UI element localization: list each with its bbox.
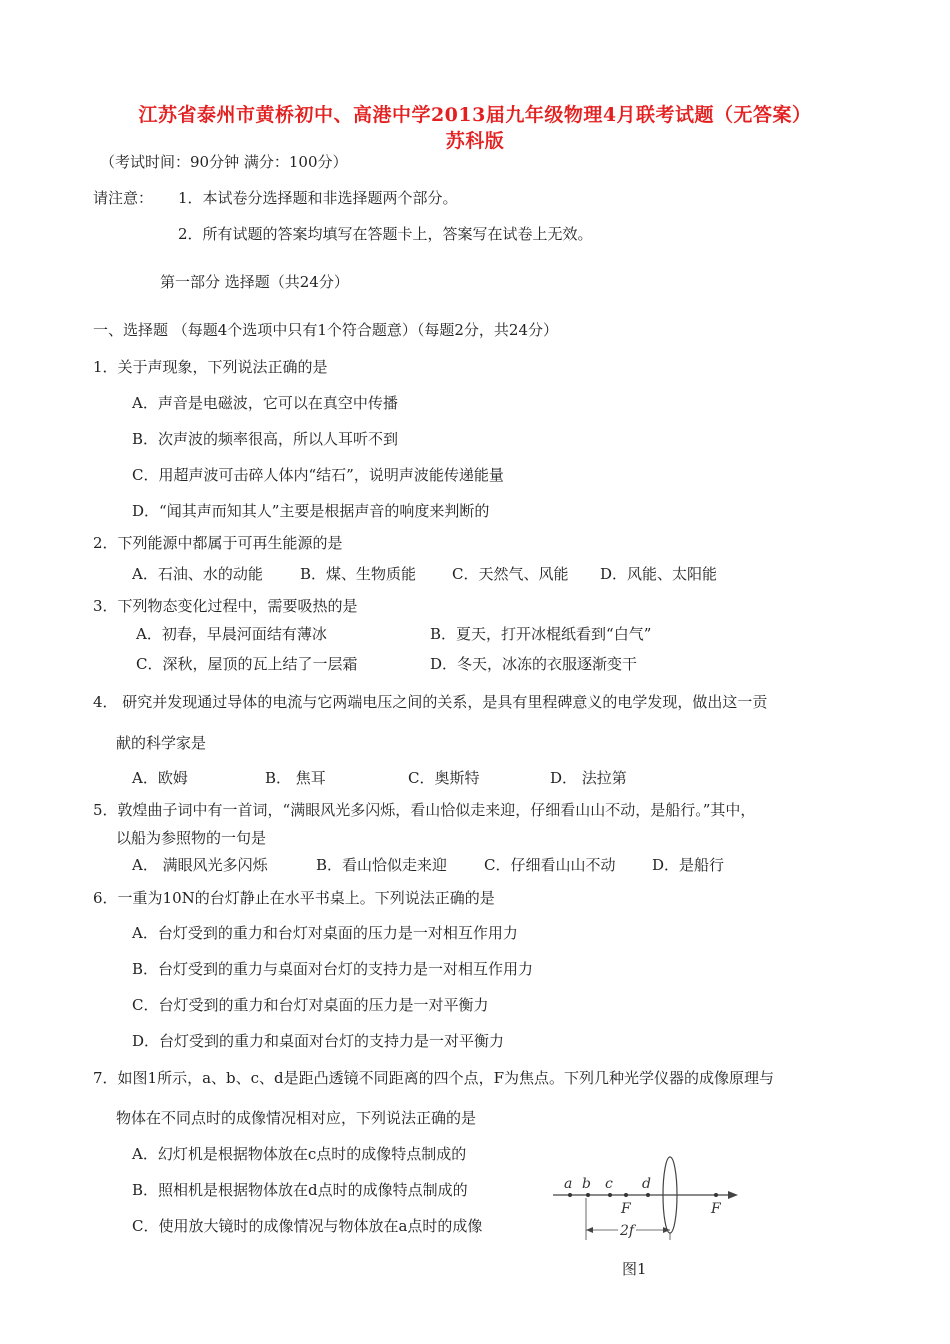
notice-item-2: 2．所有试题的答案均填写在答题卡上，答案写在试卷上无效。 bbox=[178, 225, 593, 243]
label-a: a bbox=[564, 1176, 573, 1192]
question-4-option-c: C．奥斯特 bbox=[408, 769, 480, 787]
label-c: c bbox=[605, 1176, 613, 1192]
label-b: b bbox=[582, 1176, 591, 1192]
dim-arrow-left-icon bbox=[586, 1227, 593, 1233]
question-4-stem: 4． 研究并发现通过导体的电流与它两端电压之间的关系，是具有里程碑意义的电学发现，做出这一贡 bbox=[93, 693, 768, 711]
question-5-option-a: A． 满眼风光多闪烁 bbox=[132, 856, 268, 874]
question-3-option-a: A．初春，早晨河面结有薄冰 bbox=[136, 625, 327, 643]
question-2-option-d: D．风能、太阳能 bbox=[600, 565, 718, 583]
part-title: 第一部分 选择题（共24分） bbox=[160, 273, 349, 291]
question-4-option-d: D． 法拉第 bbox=[550, 769, 627, 787]
question-3-option-d: D．冬天，冰冻的衣服逐渐变干 bbox=[430, 655, 638, 673]
lens-figure bbox=[548, 1150, 748, 1250]
page-title: 江苏省泰州市黄桥初中、高港中学2013届九年级物理4月联考试题（无答案） bbox=[138, 104, 812, 126]
question-7-option-a: A．幻灯机是根据物体放在c点时的成像特点制成的 bbox=[132, 1145, 467, 1163]
point-f-left bbox=[624, 1193, 628, 1197]
label-f-right: F bbox=[711, 1201, 721, 1217]
question-2-stem: 2．下列能源中都属于可再生能源的是 bbox=[93, 534, 343, 552]
exam-info: （考试时间：90分钟 满分：100分） bbox=[100, 153, 348, 171]
question-3-option-c: C．深秋，屋顶的瓦上结了一层霜 bbox=[136, 655, 358, 673]
notice-label: 请注意： bbox=[93, 189, 154, 207]
question-2-option-c: C．天然气、风能 bbox=[452, 565, 569, 583]
question-3-option-b: B．夏天，打开冰棍纸看到“白气” bbox=[430, 625, 652, 643]
question-5-stem: 5．敦煌曲子词中有一首词，“满眼风光多闪烁，看山恰似走来迎，仔细看山山不动，是船行。”其中， bbox=[93, 801, 756, 819]
question-6-option-c: C．台灯受到的重力和台灯对桌面的压力是一对平衡力 bbox=[132, 996, 489, 1014]
question-1-stem: 1．关于声现象，下列说法正确的是 bbox=[93, 358, 328, 376]
question-4-stem-cont: 献的科学家是 bbox=[116, 734, 207, 752]
question-5-stem-cont: 以船为参照物的一句是 bbox=[116, 829, 267, 847]
question-1-option-a: A．声音是电磁波，它可以在真空中传播 bbox=[132, 394, 398, 412]
point-b bbox=[586, 1193, 590, 1197]
question-1-option-c: C．用超声波可击碎人体内“结石”，说明声波能传递能量 bbox=[132, 466, 504, 484]
question-4-option-a: A．欧姆 bbox=[132, 769, 188, 787]
question-7-option-b: B．照相机是根据物体放在d点时的成像特点制成的 bbox=[132, 1181, 468, 1199]
axis-arrow-icon bbox=[728, 1191, 738, 1199]
point-a bbox=[568, 1193, 572, 1197]
question-6-option-b: B．台灯受到的重力与桌面对台灯的支持力是一对相互作用力 bbox=[132, 960, 534, 978]
question-1-option-b: B．次声波的频率很高，所以人耳听不到 bbox=[132, 430, 399, 448]
point-d bbox=[646, 1193, 650, 1197]
question-7-option-c: C．使用放大镜时的成像情况与物体放在a点时的成像 bbox=[132, 1217, 483, 1235]
question-3-stem: 3．下列物态变化过程中，需要吸热的是 bbox=[93, 597, 358, 615]
question-4-option-b: B． 焦耳 bbox=[265, 769, 326, 787]
point-f-right bbox=[714, 1193, 718, 1197]
question-5-option-c: C．仔细看山山不动 bbox=[484, 856, 616, 874]
notice-item-1: 1．本试卷分选择题和非选择题两个部分。 bbox=[178, 189, 458, 207]
question-5-option-b: B．看山恰似走来迎 bbox=[316, 856, 448, 874]
question-1-option-d: D．“闻其声而知其人”主要是根据声音的响度来判断的 bbox=[132, 502, 490, 520]
question-2-option-a: A．石油、水的动能 bbox=[132, 565, 263, 583]
page-subtitle: 苏科版 bbox=[445, 130, 505, 152]
question-7-stem: 7．如图1所示，a、b、c、d是距凸透镜不同距离的四个点，F为焦点。下列几种光学仪器的成像原理与 bbox=[93, 1069, 775, 1087]
question-6-stem: 6．一重为10N的台灯静止在水平书桌上。下列说法正确的是 bbox=[93, 889, 495, 907]
question-2-option-b: B．煤、生物质能 bbox=[300, 565, 417, 583]
section-title: 一、选择题 （每题4个选项中只有1个符合题意）（每题2分，共24分） bbox=[93, 321, 558, 339]
lens-diagram bbox=[548, 1150, 748, 1250]
point-c bbox=[608, 1193, 612, 1197]
label-f-left: F bbox=[621, 1201, 631, 1217]
label-2f: 2f bbox=[620, 1223, 635, 1239]
question-6-option-a: A．台灯受到的重力和台灯对桌面的压力是一对相互作用力 bbox=[132, 924, 518, 942]
question-7-stem-cont: 物体在不同点时的成像情况相对应，下列说法正确的是 bbox=[116, 1109, 477, 1127]
label-d: d bbox=[642, 1176, 651, 1192]
question-6-option-d: D．台灯受到的重力和桌面对台灯的支持力是一对平衡力 bbox=[132, 1032, 505, 1050]
figure-caption: 图1 bbox=[622, 1260, 647, 1278]
question-5-option-d: D．是船行 bbox=[652, 856, 725, 874]
